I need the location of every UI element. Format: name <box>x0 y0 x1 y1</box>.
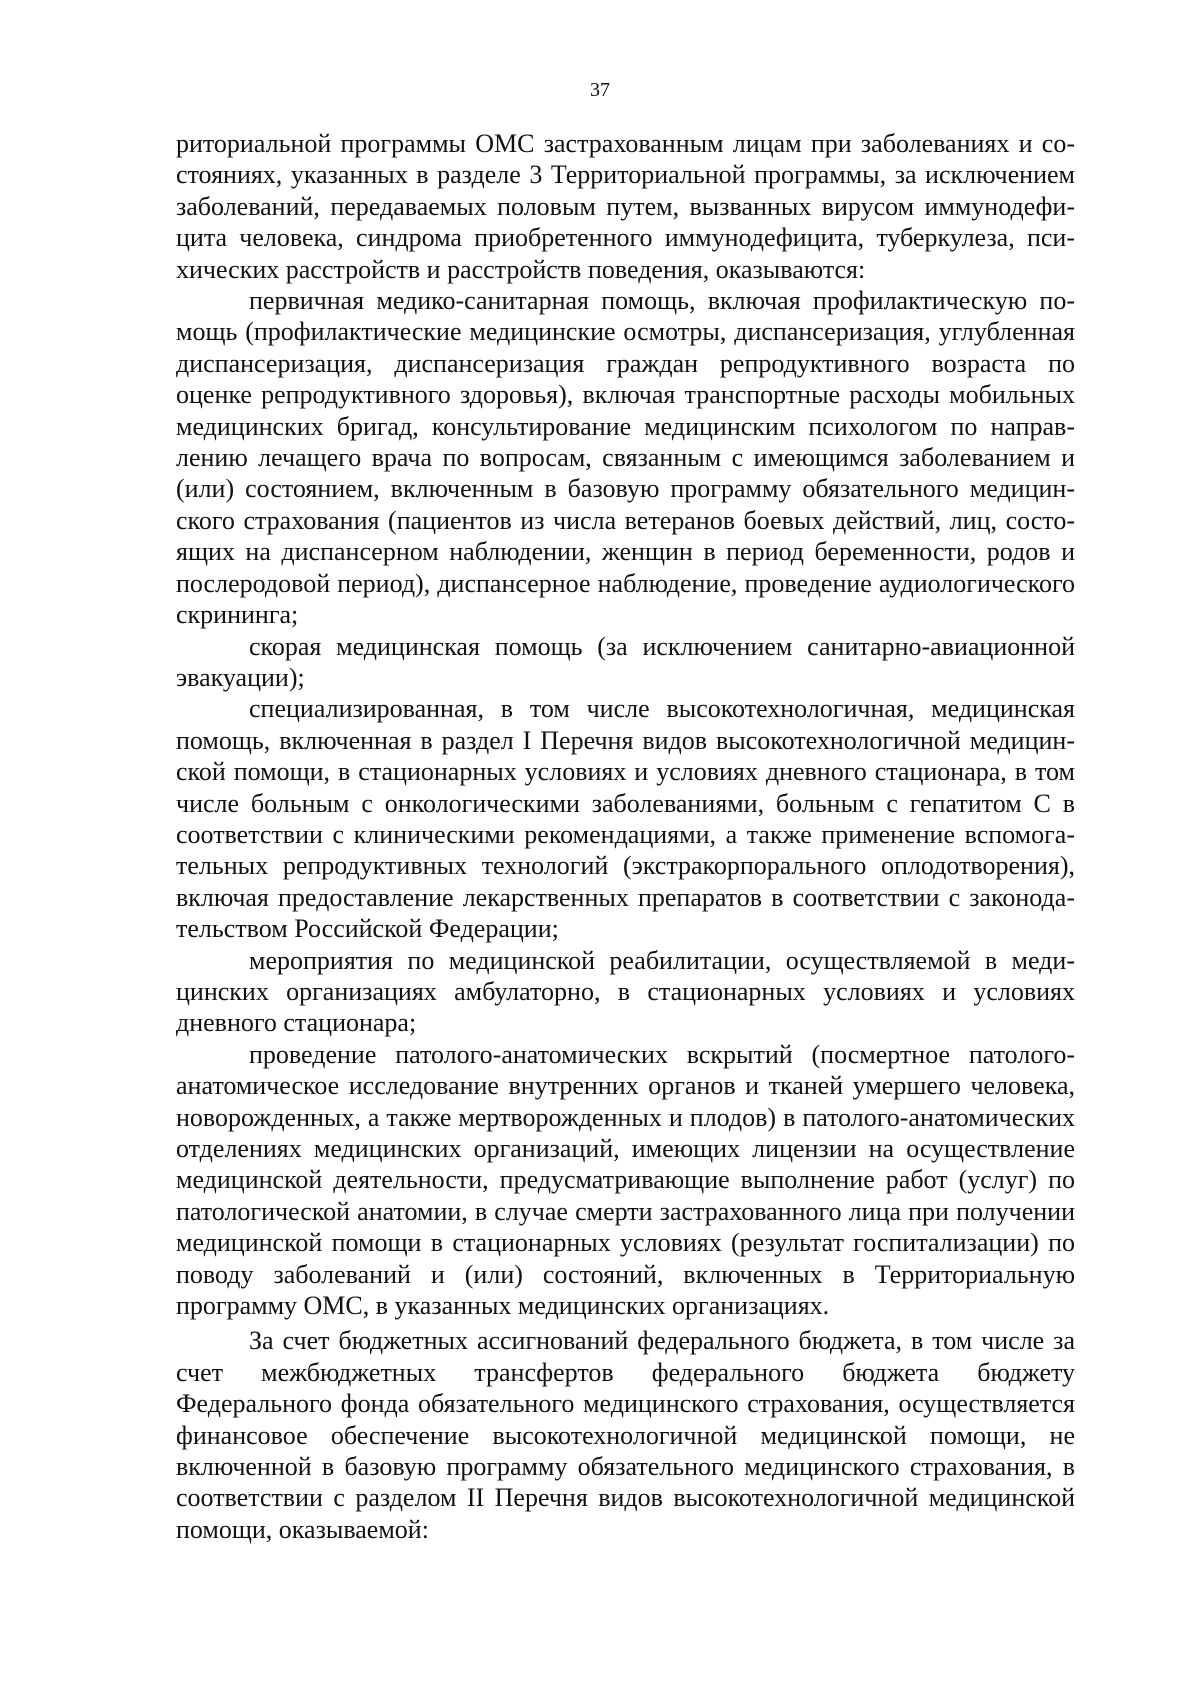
paragraph-autopsies: проведение патолого-анатомических вскрытий (посмертное патолого-анатомическое исследование внутренних органов и тканей умершего человека, новорожденных, а также мертворожденных и плодов) в патолого-анатомических отделениях медицинских организаций, имеющих лицензии на осуществление медицинской деятельности, предусматривающие выполнение работ (услуг) по патологической анатомии, в случае смерти застрахованного лица при получении медицинской помощи в стационарных условиях (результат госпитализации) по поводу заболеваний и (или) состояний, включенных в Территориальную программу ОМС, в указанных медицинских организациях. <box>176 1039 1075 1321</box>
paragraph-emergency-care: скорая медицинская помощь (за исключением санитарно-авиационной эвакуации); <box>176 631 1075 692</box>
document-body <box>176 128 1075 1545</box>
paragraph-specialized-care: специализированная, в том числе высокотехнологичная, медицинская помощь, включенная в раздел I Перечня видов высокотехнологичной медицинской помощи, в стационарных условиях и условиях дневного стационара, в том числе больным с онкологическими заболеваниями, больным с гепатитом С в соответствии с клиническими рекомендациями, а также применение вспомогательных репродуктивных технологий (экстракорпорального оплодотворения), включая предоставление лекарственных препаратов в соответствии с законодательством Российской Федерации; <box>176 694 1075 944</box>
page-number: 37 <box>590 79 610 101</box>
paragraph-federal-budget: За счет бюджетных ассигнований федерального бюджета, в том числе за счет межбюджетных трансфертов федерального бюджета бюджету Федерального фонда обязательного медицинского страхования, осуществляется финансовое обеспечение высокотехнологичной медицинской помощи, не включенной в базовую программу обязательного медицинского страхования, в соответствии с разделом II Перечня видов высокотехнологичной медицинской помощи, оказываемой: <box>176 1326 1075 1544</box>
paragraph-continuation: риториальной программы ОМС застрахованным лицам при заболеваниях и состояниях, указанных в разделе 3 Территориальной программы, за исключением заболеваний, передаваемых половым путем, вызванных вирусом иммунодефицита человека, синдрома приобретенного иммунодефицита, туберкулеза, психических расстройств и расстройств поведения, оказываются: <box>176 129 1075 284</box>
paragraph-rehabilitation: мероприятия по медицинской реабилитации, осуществляемой в медицинских организациях амбулаторно, в стационарных условиях и условиях дневного стационара; <box>176 945 1075 1038</box>
paragraph-primary-care: первичная медико-санитарная помощь, включая профилактическую помощь (профилактические медицинские осмотры, диспансеризация, углубленная диспансеризация, диспансеризация граждан репродуктивного возраста по оценке репродуктивного здоровья), включая транспортные расходы мобильных медицинских бригад, консультирование медицинским психологом по направлению лечащего врача по вопросам, связанным с имеющимся заболеванием и (или) состоянием, включенным в базовую программу обязательного медицинского страхования (пациентов из числа ветеранов боевых действий, лиц, состоящих на диспансерном наблюдении, женщин в период беременности, родов и послеродовой период), диспансерное наблюдение, проведение аудиологического скрининга; <box>176 286 1075 630</box>
